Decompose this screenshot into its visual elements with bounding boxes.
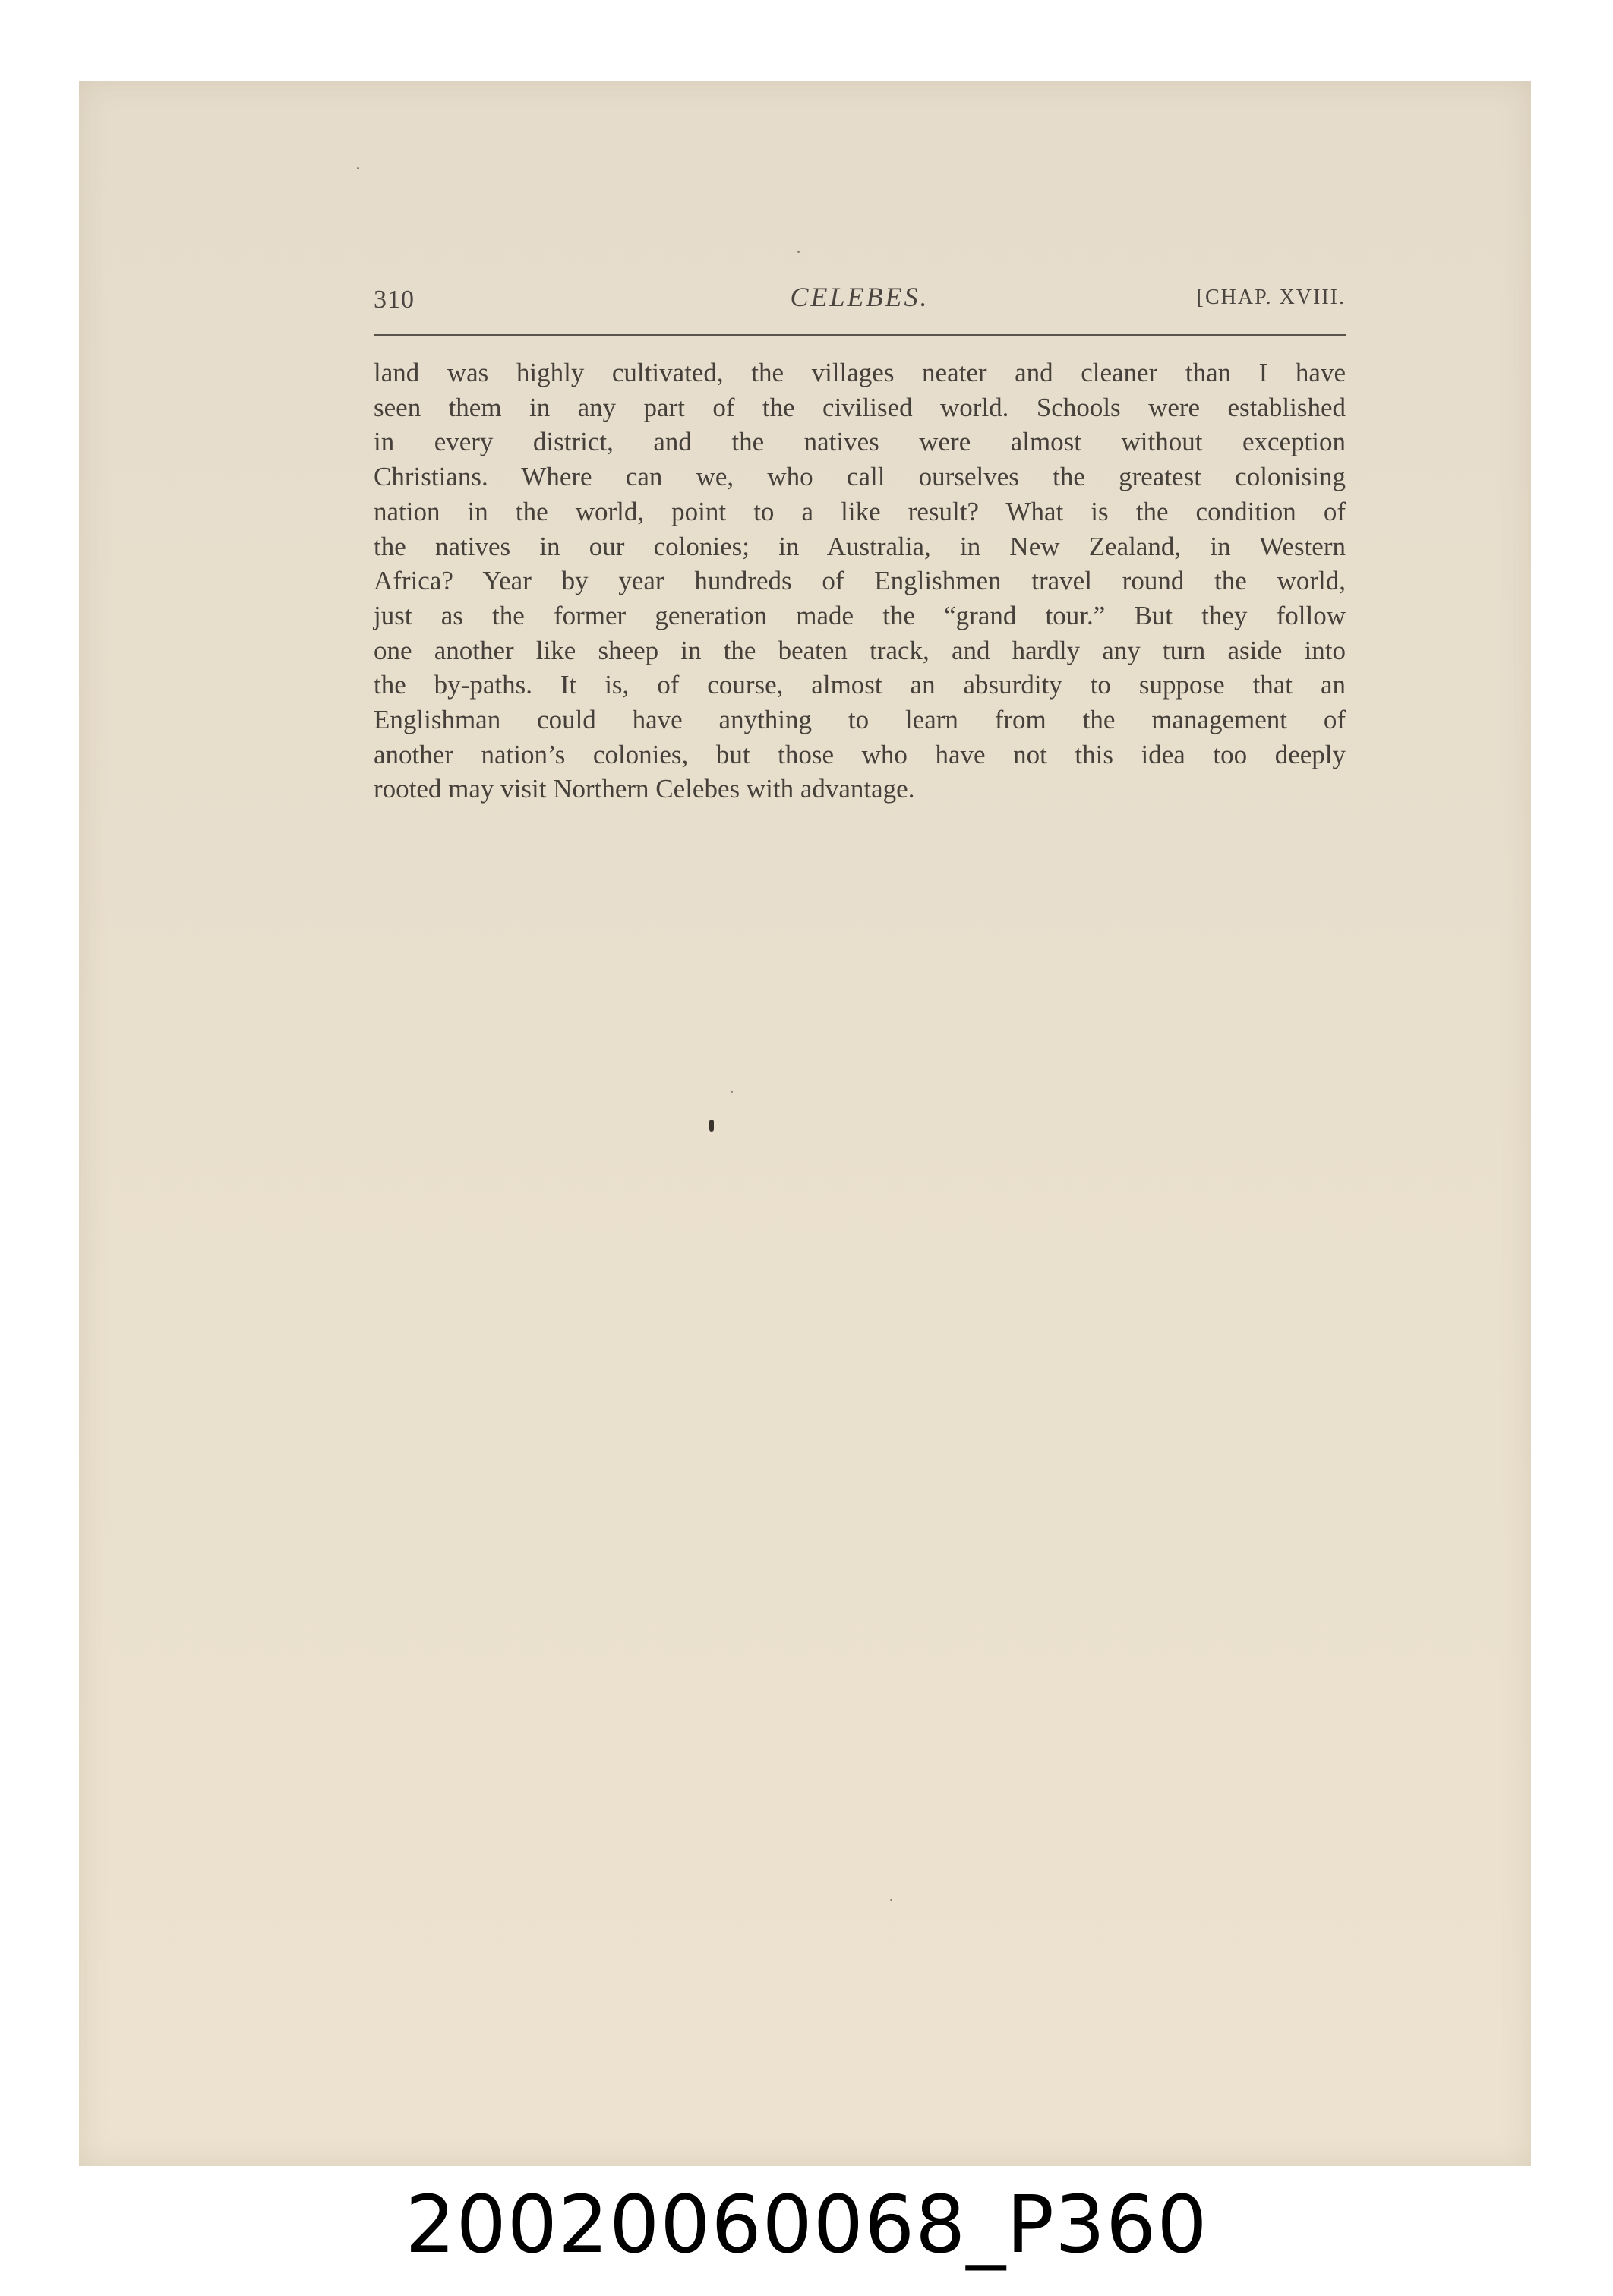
ink-mark [709,1120,714,1132]
header-rule [374,334,1346,336]
paper-speck [890,1899,892,1901]
text-line: Christians. Where can we, who call ourselves the greatest colonising [374,462,1346,492]
running-head [374,281,1346,327]
text-line: the by-paths. It is, of course, almost an absurdity to suppose that an [374,670,1346,700]
text-line: another nation’s colonies, but those who have not this idea too deeply [374,739,1346,769]
paper-speck [731,1091,733,1093]
text-line: the natives in our colonies; in Australia, in New Zealand, in Western [374,531,1346,561]
chapter-reference: [CHAP. XVIII. [1196,286,1346,309]
text-line: Africa? Year by year hundreds of Englishmen travel round the world, [374,566,1346,596]
paper-speck [357,167,359,169]
paper-speck [797,251,800,253]
body-paragraph [374,355,1346,807]
text-line: seen them in any part of the civilised world. Schools were established [374,392,1346,422]
text-line: nation in the world, point to a like result? What is the condition of [374,496,1346,526]
text-line: rooted may visit Northern Celebes with advantage. [374,774,915,804]
page-number: 310 [374,286,415,314]
text-line: land was highly cultivated, the villages neater and cleaner than I have [374,358,1346,387]
text-line: in every district, and the natives were almost without exception [374,427,1346,457]
image-identifier: 20020060068_P360 [405,2178,1208,2271]
text-line: just as the former generation made the “grand tour.” But they follow [374,600,1346,630]
text-line: Englishman could have anything to learn from the management of [374,705,1346,735]
text-line: one another like sheep in the beaten track, and hardly any turn aside into [374,635,1346,665]
running-title: CELEBES. [790,282,930,312]
